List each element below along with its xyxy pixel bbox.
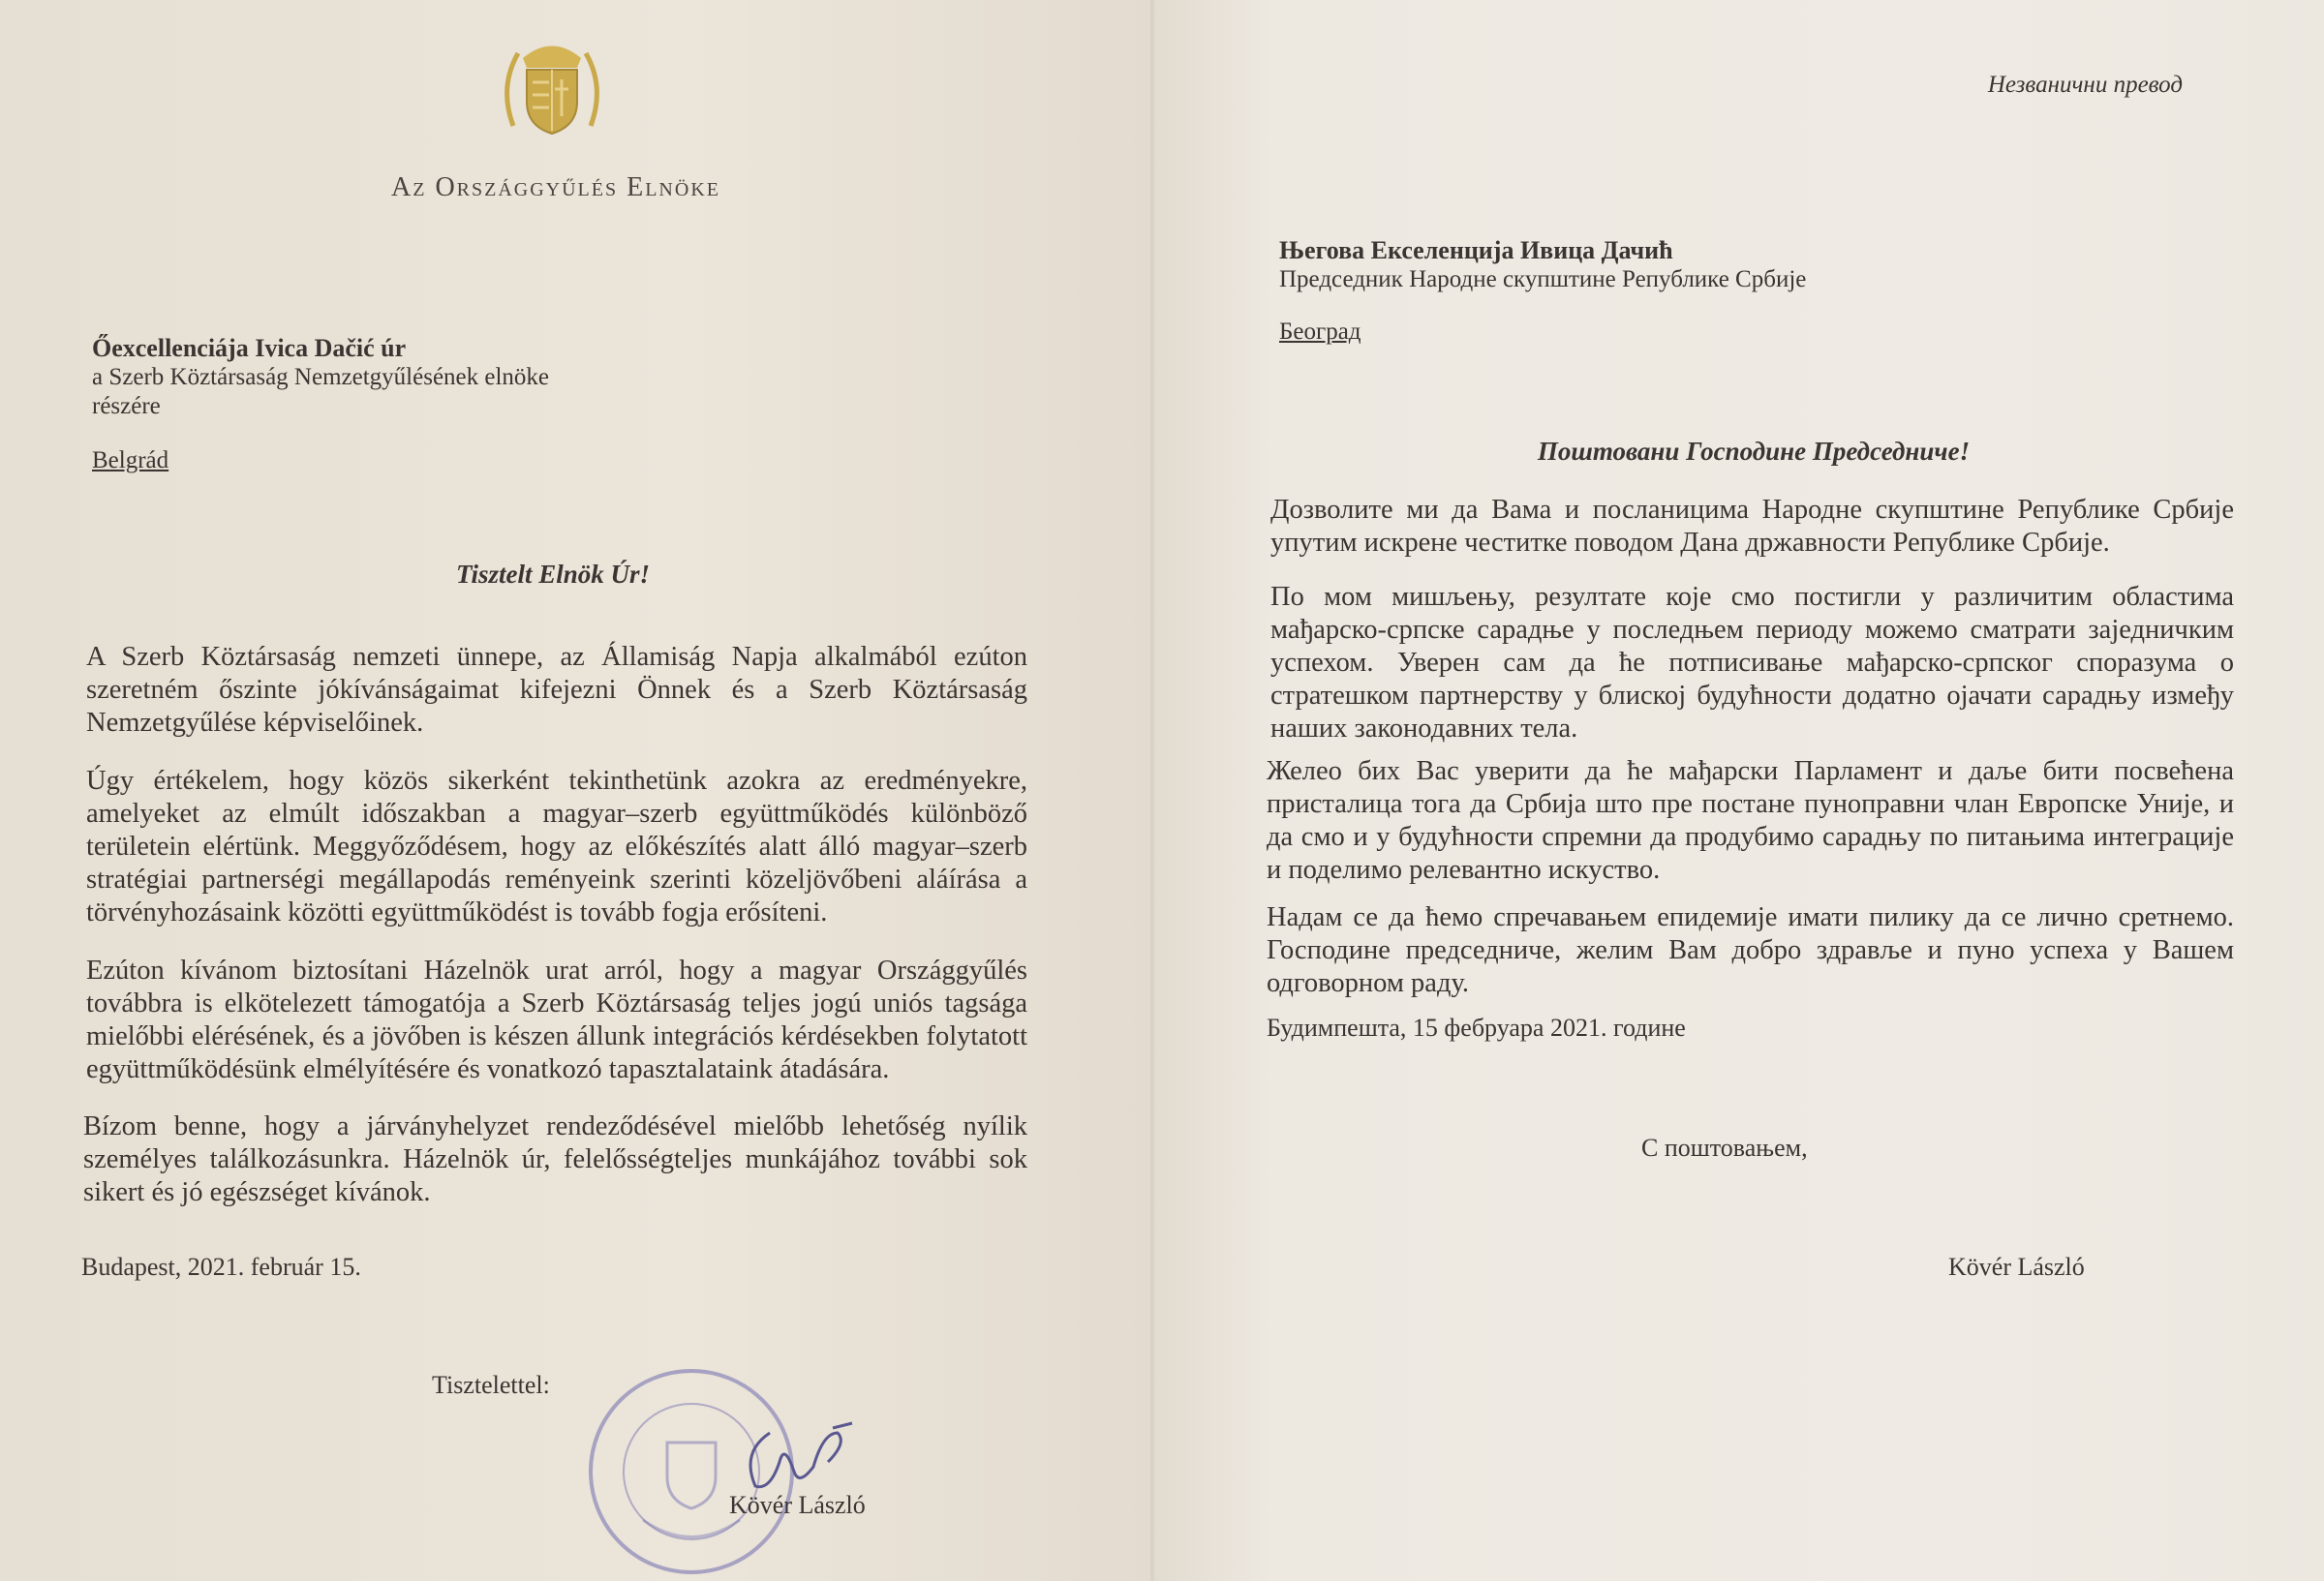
paragraph: A Szerb Köztársaság nemzeti ünnepe, az Államiság Napja alkalmából ezúton szeretném őszinte jókívánságaimat kifejezni Önnek és a Szerb Köztársaság Nemzetgyűlése képviselőinek.	[86, 642, 1027, 738]
serbian-translation-page	[1154, 0, 2324, 1581]
paragraph: По мом мишљењу, резултате које смо постигли у различитим областима мађарско-српске сарадње у последњем периоду можемо сматрати заједничким успехом. Уверен сам да ће потписивање мађарско-српског споразума о стратешком партнерству у блиској будућности додатно ојачати сарадњу између наших законодавних тела.	[1270, 582, 2234, 744]
letterhead-title: Az Országgyűlés Elnöke	[391, 172, 720, 202]
signatory-name: Kövér László	[729, 1491, 866, 1519]
paragraph: Úgy értékelem, hogy közös sikerként tekinthetünk azokra az eredményekre, amelyeket az elmúlt időszakban a magyar–szerb együttműködés különböző területein elértünk. Meggyőződésem, hogy az előkészítés alatt álló magyar–szerb stratégiai partnerségi megállapodás reményeink szerinti közeljövőbeni aláírása a törvényhozásaink közötti együttműködést is tovább fogja erősíteni.	[86, 766, 1027, 927]
paragraph: Bízom benne, hogy a járványhelyzet rendeződésével mielőbb lehetőség nyílik személyes találkozásunkra. Házelnök úr, felelősségteljes munkájához további sok sikert és jó egészséget kívánok.	[83, 1111, 1027, 1207]
coat-of-arms-icon	[494, 29, 610, 140]
letter-date: Будимпешта, 15 фебруара 2021. године	[1267, 1014, 1686, 1042]
addressee-name: Őexcellenciája Ivica Dačić úr	[92, 334, 407, 362]
translation-note: Незванични превод	[1987, 72, 2183, 98]
paragraph: Дозволите ми да Вама и посланицима Народне скупштине Републике Србије упутим искрене честитке поводом Дана државности Републике Србије.	[1270, 495, 2234, 558]
paragraph: Ezúton kívánom biztosítani Házelnök urat arról, hogy a magyar Országgyűlés továbbra is elkötelezett támogatója a Szerb Köztársaság teljes jogú uniós tagsága mielőbbi elérésének, és a jövőben is készen állunk integrációs kérdésekben folytatott együttműködésünk elmélyítésére és vonatkozó tapasztalataink átadására.	[86, 956, 1027, 1084]
addressee-city: Београд	[1279, 319, 1361, 345]
closing: С поштовањем,	[1641, 1134, 1808, 1162]
letter-date: Budapest, 2021. február 15.	[81, 1253, 361, 1281]
addressee-name: Његова Екселенција Ивица Дачић	[1279, 236, 1673, 264]
hungarian-letter-page	[0, 0, 1150, 1581]
addressee-block	[92, 334, 549, 421]
addressee-city: Belgrád	[92, 447, 169, 473]
paragraph: Надам се да ћемо спречавањем епидемије имати пилику да се лично сретнемо. Господине председниче, желим Вам добро здравље и пуно успеха у Вашем одговорном раду.	[1267, 902, 2234, 998]
salutation: Tisztelt Elnök Úr!	[455, 560, 651, 589]
addressee-block	[1279, 236, 1806, 294]
addressee-title: a Szerb Köztársaság Nemzetgyűlésének elnöke	[92, 364, 550, 390]
signatory-name: Kövér László	[1948, 1253, 2085, 1281]
addressee-title: Председник Народне скупштине Републике Србије	[1279, 266, 1807, 292]
closing: Tisztelettel:	[432, 1371, 550, 1399]
salutation: Поштовани Господине Председниче!	[1537, 437, 1971, 466]
addressee-line3: részére	[92, 393, 161, 419]
signature-icon	[731, 1414, 876, 1501]
paragraph: Желео бих Вас уверити да ће мађарски Парламент и даље бити посвећена присталица тога да Србија што пре постане пуноправни члан Европске Уније, и да смо и у будућности спремни да продубимо сарадњу по питањима интеграције и поделимо релевантно искуство.	[1267, 756, 2234, 885]
